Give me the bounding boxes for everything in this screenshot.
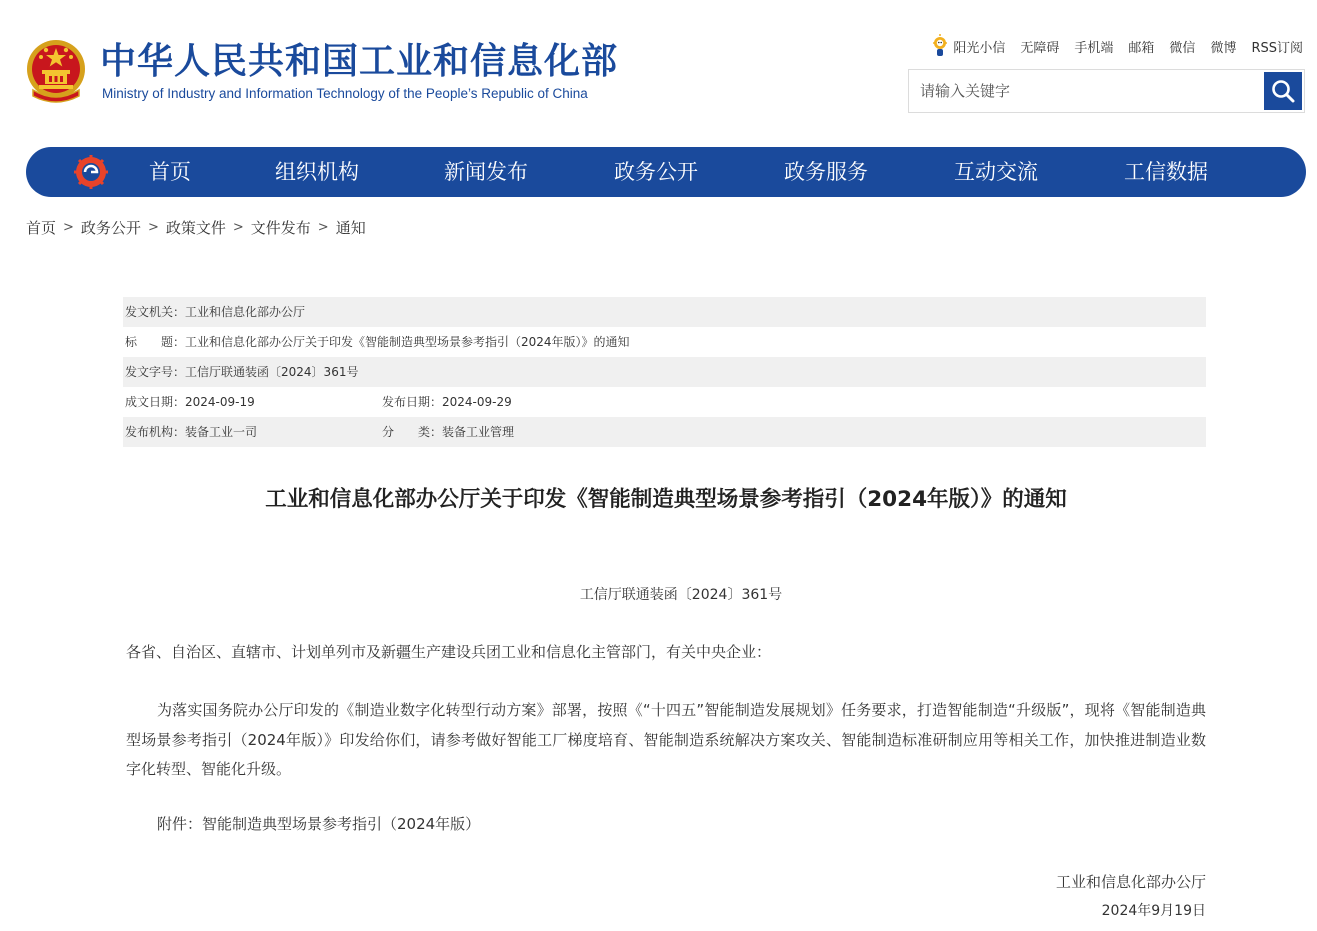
info-label: 发文机关： [125, 305, 186, 319]
breadcrumb-separator: > [317, 220, 329, 235]
article-paragraph: 为落实国务院办公厅印发的《制造业数字化转型行动方案》部署，按照《“十四五”智能制造发展规划》任务要求，打造智能制造“升级版”，现将《智能制造典型场景参考指引（2024年版）》印发给你们，请参考做好智能工厂梯度培育、智能制造系统解决方案攻关、智能制造标准研制应用等相关工作，加快推进制造业数字化转型、智能化升级。 [126, 701, 1206, 778]
nav-item-organization[interactable]: 组织机构 [275, 160, 359, 184]
breadcrumb-separator: > [63, 220, 74, 235]
search-input[interactable] [909, 70, 1265, 112]
document-info-table [123, 297, 1206, 447]
nav-item-interaction[interactable]: 互动交流 [954, 160, 1038, 184]
info-row-issuer [123, 297, 1206, 327]
info-created-date: 2024-09-19 [185, 395, 255, 409]
site-subtitle: Ministry of Industry and Information Technology of the People’s Republic of China [102, 86, 588, 101]
article-doc-number: 工信厅联通装函〔2024〕361号 [579, 587, 783, 603]
breadcrumb-separator: > [147, 220, 159, 235]
info-cell [125, 357, 358, 387]
signature-org: 工业和信息化部办公厅 [1055, 873, 1206, 891]
info-label: 发文字号： [125, 365, 186, 379]
breadcrumb-gov-affairs[interactable]: 政务公开 [80, 219, 141, 237]
info-doc-no: 工信厅联通装函〔2024〕361号 [185, 365, 359, 379]
info-cell [125, 327, 630, 357]
info-cell [125, 417, 257, 447]
attachment-link[interactable]: 附件：智能制造典型场景参考指引（2024年版） [157, 815, 481, 833]
info-row-dates [123, 387, 1206, 417]
breadcrumb-home[interactable]: 首页 [26, 219, 57, 237]
article-salutation: 各省、自治区、直辖市、计划单列市及新疆生产建设兵团工业和信息化主管部门，有关中央企业： [126, 643, 772, 661]
breadcrumb [26, 217, 366, 238]
search-icon [1270, 78, 1296, 104]
breadcrumb-release[interactable]: 文件发布 [250, 219, 311, 237]
nav-item-news[interactable]: 新闻发布 [444, 160, 528, 184]
top-link-weibo[interactable]: 微博 [1210, 40, 1237, 56]
info-label: 发布机构： [125, 425, 186, 439]
nav-item-data[interactable]: 工信数据 [1124, 160, 1208, 184]
info-row-org [123, 417, 1206, 447]
info-label: 标 题： [125, 335, 186, 349]
nav-item-gov-affairs[interactable]: 政务公开 [614, 160, 698, 184]
signature-date: 2024年9月19日 [1101, 903, 1206, 919]
top-link-wechat[interactable]: 微信 [1169, 40, 1196, 56]
info-cell [382, 417, 514, 447]
info-org: 装备工业一司 [185, 425, 258, 439]
mascot-icon [931, 33, 949, 59]
national-emblem-icon[interactable] [25, 38, 87, 106]
nav-item-gov-services[interactable]: 政务服务 [784, 160, 868, 184]
search-box [908, 69, 1305, 113]
article-title: 工业和信息化部办公厅关于印发《智能制造典型场景参考指引（2024年版）》的通知 [265, 487, 1067, 512]
search-button[interactable] [1264, 72, 1302, 110]
top-link-label: 阳光小信 [953, 40, 1006, 56]
info-title: 工业和信息化部办公厅关于印发《智能制造典型场景参考指引（2024年版）》的通知 [185, 335, 630, 349]
top-link-accessibility[interactable]: 无障碍 [1020, 40, 1060, 56]
info-cell [382, 387, 512, 417]
info-label: 分 类： [382, 425, 443, 439]
info-published-date: 2024-09-29 [442, 395, 512, 409]
info-label: 发布日期： [382, 395, 443, 409]
info-cell [125, 387, 255, 417]
info-row-doc-no [123, 357, 1206, 387]
info-label: 成文日期： [125, 395, 186, 409]
info-cell [125, 297, 305, 327]
top-link-mobile[interactable]: 手机端 [1074, 40, 1114, 56]
breadcrumb-notice[interactable]: 通知 [335, 219, 366, 237]
top-link-sunshine[interactable] [931, 33, 1005, 59]
miit-logo-icon [74, 155, 108, 189]
top-link-mail[interactable]: 邮箱 [1128, 40, 1155, 56]
breadcrumb-policy[interactable]: 政策文件 [165, 219, 226, 237]
breadcrumb-separator: > [232, 220, 244, 235]
nav-item-home[interactable]: 首页 [149, 160, 191, 184]
top-links [916, 33, 1303, 59]
top-link-rss[interactable]: RSS订阅 [1251, 40, 1303, 56]
site-header [0, 0, 1317, 140]
info-row-title [123, 327, 1206, 357]
info-issuer: 工业和信息化部办公厅 [185, 305, 306, 319]
main-nav [26, 147, 1306, 197]
site-title[interactable]: 中华人民共和国工业和信息化部 [100, 41, 619, 82]
info-category: 装备工业管理 [442, 425, 515, 439]
